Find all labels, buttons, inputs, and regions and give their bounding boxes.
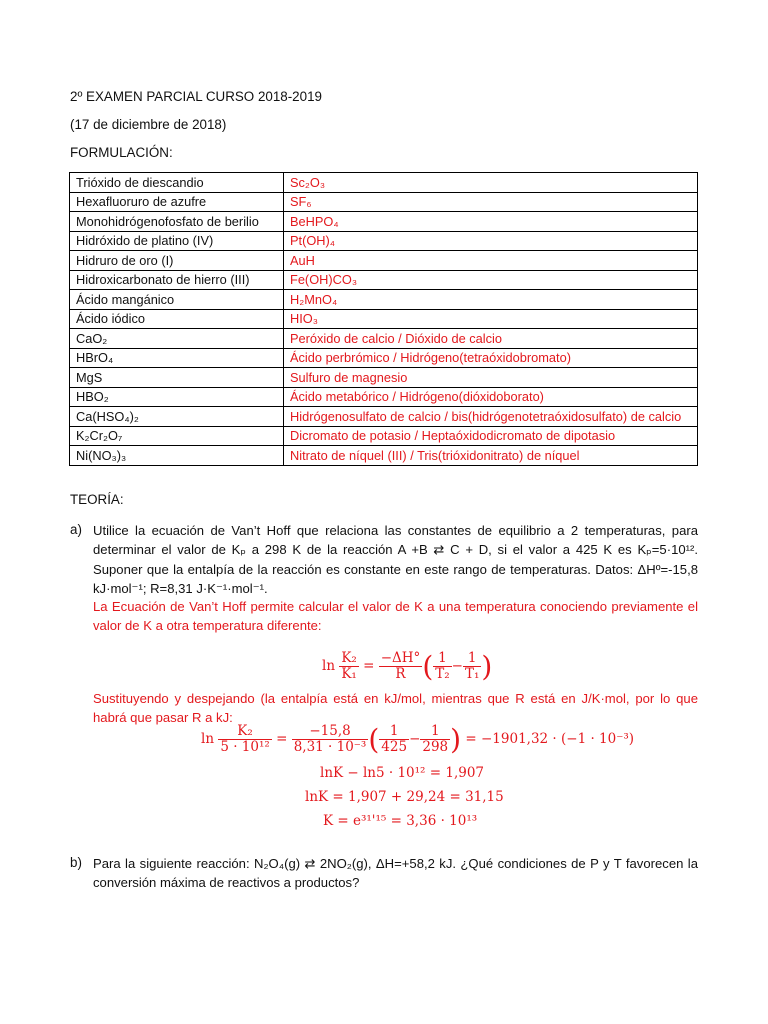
eq1-minus: − — [451, 658, 463, 674]
eq2-dh-fraction — [292, 724, 369, 755]
eq2-k1: 5 · 10¹² — [220, 739, 270, 755]
section-teoria: TEORÍA: — [70, 492, 124, 507]
eq2-num: −15,8 — [292, 724, 369, 740]
table-row — [70, 173, 698, 193]
compound-name: MgS — [70, 368, 284, 388]
exam-date: (17 de diciembre de 2018) — [70, 117, 227, 132]
compound-name: CaO₂ — [70, 329, 284, 349]
compound-name: K₂Cr₂O₇ — [70, 426, 284, 446]
question-a-text: Utilice la ecuación de Van’t Hoff que relaciona las constantes de equilibrio a 2 temperaturas, para determinar el valor de Kₚ a 298 K de la reacción A +B ⇄ C + D, si el valor a 425 K es Kₚ=5·10¹². Suponer que la entalpía de la reacción es constante en este rango de temperaturas. Datos: ΔHº=-15,8 kJ·mol⁻¹; R=8,31 J·K⁻¹·mol⁻¹. — [93, 523, 698, 597]
equation-3: lnK − ln5 · 10¹² = 1,907 — [320, 765, 485, 781]
eq2-den: 8,31 · 10⁻³ — [293, 739, 367, 755]
eq1-t1-fraction — [463, 651, 481, 682]
compound-answer: Sulfuro de magnesio — [284, 368, 698, 388]
compound-answer: Hidrógenosulfato de calcio / bis(hidrógenotetraóxidosulfato) de calcio — [284, 407, 698, 427]
eq2-ln: ln — [201, 731, 215, 747]
compound-name: Hidroxicarbonato de hierro (III) — [70, 270, 284, 290]
table-row — [70, 270, 698, 290]
eq2-a-fraction — [379, 724, 409, 755]
eq2-a: 425 — [381, 739, 408, 755]
eq2-equals: = — [276, 731, 288, 747]
compound-answer: Nitrato de níquel (III) / Tris(trióxidonitrato) de níquel — [284, 446, 698, 466]
table-row — [70, 446, 698, 466]
compound-name: HBrO₄ — [70, 348, 284, 368]
eq2-minus: − — [409, 731, 421, 747]
eq1-k2: K₂ — [341, 650, 357, 666]
eq1-one-a: 1 — [433, 651, 451, 667]
eq2-b: 298 — [422, 739, 449, 755]
eq2-one-a: 1 — [379, 724, 409, 740]
compound-name: HBO₂ — [70, 387, 284, 407]
table-row — [70, 368, 698, 388]
eq1-t2-fraction — [433, 651, 451, 682]
eq1-one-b: 1 — [463, 651, 481, 667]
compound-answer: Fe(OH)CO₃ — [284, 270, 698, 290]
table-row — [70, 251, 698, 271]
compound-answer: Ácido metabórico / Hidrógeno(dióxidoborato) — [284, 387, 698, 407]
exam-title: 2º EXAMEN PARCIAL CURSO 2018-2019 — [70, 89, 322, 104]
compound-answer: BeHPO₄ — [284, 212, 698, 232]
compound-name: Trióxido de diescandio — [70, 173, 284, 193]
table-row — [70, 426, 698, 446]
compound-name: Ácido mangánico — [70, 290, 284, 310]
answer-a-sub: Sustituyendo y despejando (la entalpía está en kJ/mol, mientras que R está en J/K·mol, por lo que habrá que pasar R a kJ: — [93, 691, 698, 726]
eq1-t2: T₂ — [435, 666, 450, 682]
compound-answer: Dicromato de potasio / Heptaóxidodicromato de dipotasio — [284, 426, 698, 446]
table-row — [70, 407, 698, 427]
table-row — [70, 231, 698, 251]
eq2-result: = −1901,32 · (−1 · 10⁻³) — [465, 731, 635, 747]
eq1-equals: = — [363, 658, 375, 674]
compound-answer: Ácido perbrómico / Hidrógeno(tetraóxidobromato) — [284, 348, 698, 368]
substitution-equation: ln $\frac{\text{K₂}}{\text{5 · 10¹²}}$ = $\frac{-15,8}{\text{8,31 · 10⁻³}}$ ( $\frac{1}{425}$ − $\frac{1}{298}$ ) = −1901,32 · (−1 · 10⁻³) — [201, 723, 635, 756]
compound-answer: H₂MnO₄ — [284, 290, 698, 310]
eq1-t1: T₁ — [464, 666, 480, 682]
equation-4: lnK = 1,907 + 29,24 = 31,15 — [305, 789, 504, 805]
eq1-r: R — [395, 666, 406, 682]
compound-answer: Pt(OH)₄ — [284, 231, 698, 251]
compound-answer: Sc₂O₃ — [284, 173, 698, 193]
table-row — [70, 192, 698, 212]
eq1-dh-fraction — [379, 651, 423, 682]
answer-a-intro: La Ecuación de Van’t Hoff permite calcular el valor de K a una temperatura conociendo previamente el valor de K a otra temperatura diferente: — [93, 599, 698, 634]
question-b-text: Para la siguiente reacción: N₂O₄(g) ⇄ 2NO₂(g), ΔH=+58,2 kJ. ¿Qué condiciones de P y T favorecen la conversión máxima de reactivos a productos? — [93, 856, 698, 891]
eq1-ln: ln — [322, 658, 336, 674]
table-row — [70, 387, 698, 407]
table-row — [70, 329, 698, 349]
compound-name: Hidruro de oro (I) — [70, 251, 284, 271]
compound-answer: HIO₃ — [284, 309, 698, 329]
compound-name: Ca(HSO₄)₂ — [70, 407, 284, 427]
compound-answer: SF₆ — [284, 192, 698, 212]
compound-name: Monohidrógenofosfato de berilio — [70, 212, 284, 232]
table-row — [70, 290, 698, 310]
formulacion-table — [69, 172, 698, 466]
compound-answer: AuH — [284, 251, 698, 271]
equation-5: K = e³¹'¹⁵ = 3,36 · 10¹³ — [323, 813, 478, 829]
eq2-k-fraction — [218, 724, 271, 755]
compound-name: Hexafluoruro de azufre — [70, 192, 284, 212]
compound-name: Hidróxido de platino (IV) — [70, 231, 284, 251]
table-row — [70, 212, 698, 232]
eq1-k1: K₁ — [341, 666, 357, 682]
eq1-k-fraction — [339, 651, 359, 682]
compound-name: Ácido iódico — [70, 309, 284, 329]
question-a-label: a) — [70, 522, 82, 537]
eq2-one-b: 1 — [420, 724, 450, 740]
eq1-dh: −ΔH° — [380, 650, 421, 666]
compound-answer: Peróxido de calcio / Dióxido de calcio — [284, 329, 698, 349]
section-formulacion: FORMULACIÓN: — [70, 145, 173, 160]
table-row — [70, 309, 698, 329]
table-row — [70, 348, 698, 368]
compound-name: Ni(NO₃)₃ — [70, 446, 284, 466]
eq2-b-fraction — [420, 724, 450, 755]
question-b-label: b) — [70, 855, 82, 870]
vant-hoff-equation: ln $\frac{\text{K₂}}{\text{K₁}}$ = $\frac{-\Delta H^\circ}{R}$ ( $\frac{1}{\text{T₂}}$ − $\frac{1}{\text{T₁}}$ ) — [322, 650, 493, 683]
eq2-k2: K₂ — [218, 724, 271, 740]
